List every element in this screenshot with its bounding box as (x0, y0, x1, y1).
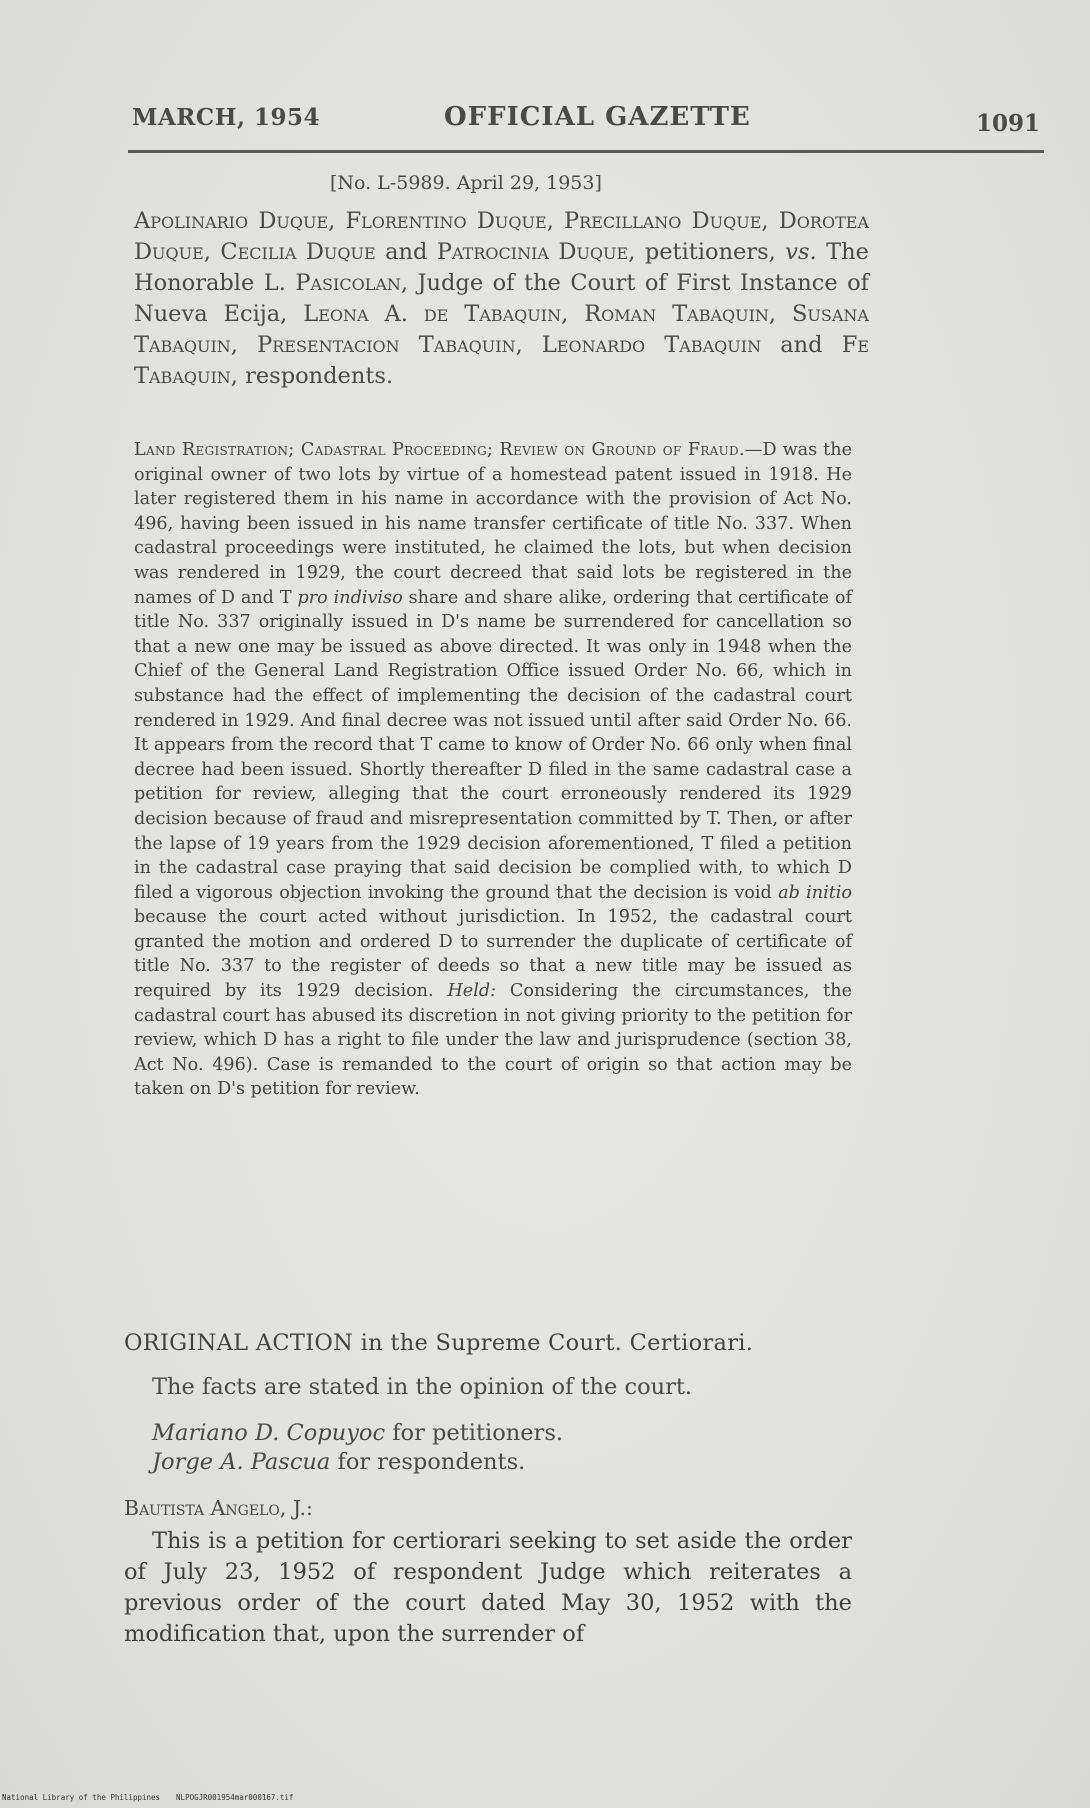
petitioner-last-name: Patrocinia Duque (436, 239, 629, 265)
syllabus-pro-indiviso: pro indiviso (297, 587, 403, 608)
syllabus-body-4: Considering the circumstances, the cadastral court has abused its discretion in not giving priority to the petition for review, which D has a right to file under the law and jurisprudence (section 38, Act No. 496). Case is remanded to the court of origin so that action may be taken on D's petition for review. (134, 981, 852, 1100)
judge-name: Pasicolan (295, 270, 401, 296)
syllabus-held: Held: (447, 981, 497, 1002)
counsel-respondents-role: for respondents. (330, 1449, 526, 1475)
parties-and-1: and (375, 239, 437, 265)
parties-respondents-label: , respondents. (230, 363, 394, 389)
respondents-names: Leona A. de Tabaquin, Roman Tabaquin, Susana Tabaquin, Presentacion Tabaquin, Leonardo Tabaquin (134, 301, 869, 358)
counsel-petitioners-name: Mariano D. Copuyoc (152, 1420, 386, 1446)
syllabus-body-3: because the court acted without jurisdiction. In 1952, the cadastral court granted the motion and ordered D to surrender the duplicate of certificate of title No. 337 to the register of deeds so that a new title may be issued as required by its 1929 decision. (134, 907, 852, 1002)
respondent-last-name: Fe Tabaquin (134, 332, 869, 389)
parties-versus: vs. (785, 239, 817, 265)
facts-statement: The facts are stated in the opinion of the court. (152, 1374, 693, 1400)
parties-and-2: and (761, 332, 842, 358)
parties-petitioners-label: , petitioners, (628, 239, 786, 265)
parties-judge-prefix: The Honorable L. (134, 239, 869, 296)
counsel-petitioners-role: for petitioners. (385, 1420, 564, 1446)
counsel-respondents (152, 1449, 525, 1475)
page-header (132, 100, 1042, 140)
footer-filename: NLPOGJR001954mar000167.tif (176, 1793, 294, 1802)
header-date: MARCH, 1954 (132, 104, 320, 131)
header-rule (128, 150, 1044, 153)
counsel-petitioners (152, 1420, 563, 1446)
header-publication-title: OFFICIAL GAZETTE (444, 102, 751, 132)
counsel-respondents-name: Jorge A. Pascua (152, 1449, 331, 1475)
syllabus-body-2: share and share alike, ordering that certificate of title No. 337 originally issued in D's name be surrendered for cancellation so that a new one may be issued as above directed. It was only in 1948 when the Chief of the General Land Registration Office issued Order No. 66, which in substance had the effect of implementing the decision of the cadastral court rendered in 1929. And final decree was not issued until after said Order No. 66. It appears from the record that T came to know of Order No. 66 only when final decree had been issued. Shortly thereafter D filed in the same cadastral case a petition for review, alleging that the court erroneously rendered its 1929 decision because of fraud and misrepresentation committed by T. Then, or after the lapse of 19 years from the 1929 decision aforementioned, T filed a petition in the cadastral case praying that said decision be complied with, to which D filed a vigorous objection invoking the ground that the decision is void (134, 587, 852, 903)
footer-source: National Library of the Philippines (2, 1793, 161, 1802)
petitioners-names: Apolinario Duque, Florentino Duque, Precillano Duque, Dorotea Duque, Cecilia Duque (134, 208, 869, 265)
original-action: ORIGINAL ACTION in the Supreme Court. Certiorari. (124, 1330, 754, 1356)
case-parties (134, 206, 869, 392)
judge-title: , Judge of the Court of First Instance of Nueva Ecija, (134, 270, 869, 327)
syllabus (134, 438, 852, 1102)
syllabus-ab-initio: ab initio (778, 882, 853, 903)
scan-footer (2, 1793, 293, 1802)
opinion-text: This is a petition for certiorari seeking to set aside the order of July 23, 1952 of respondent Judge which reiterates a previous order of the court dated May 30, 1952 with the modification that, upon the surrender of (124, 1528, 852, 1647)
ponente: Bautista Angelo, J.: (124, 1496, 313, 1520)
syllabus-body-1: —D was the original owner of two lots by virtue of a homestead patent issued in 1918. He later registered them in his name in accordance with the provision of Act No. 496, having been issued in his name transfer certificate of title No. 337. When cadastral proceedings were instituted, he claimed the lots, but when decision was rendered in 1929, the court decreed that said lots be registered in the names of D and T (134, 440, 852, 608)
header-page-number: 1091 (975, 110, 1040, 137)
syllabus-topic: Land Registration; Cadastral Proceeding; Review on Ground of Fraud. (134, 440, 745, 460)
case-number: [No. L-5989. April 29, 1953] (330, 172, 602, 194)
